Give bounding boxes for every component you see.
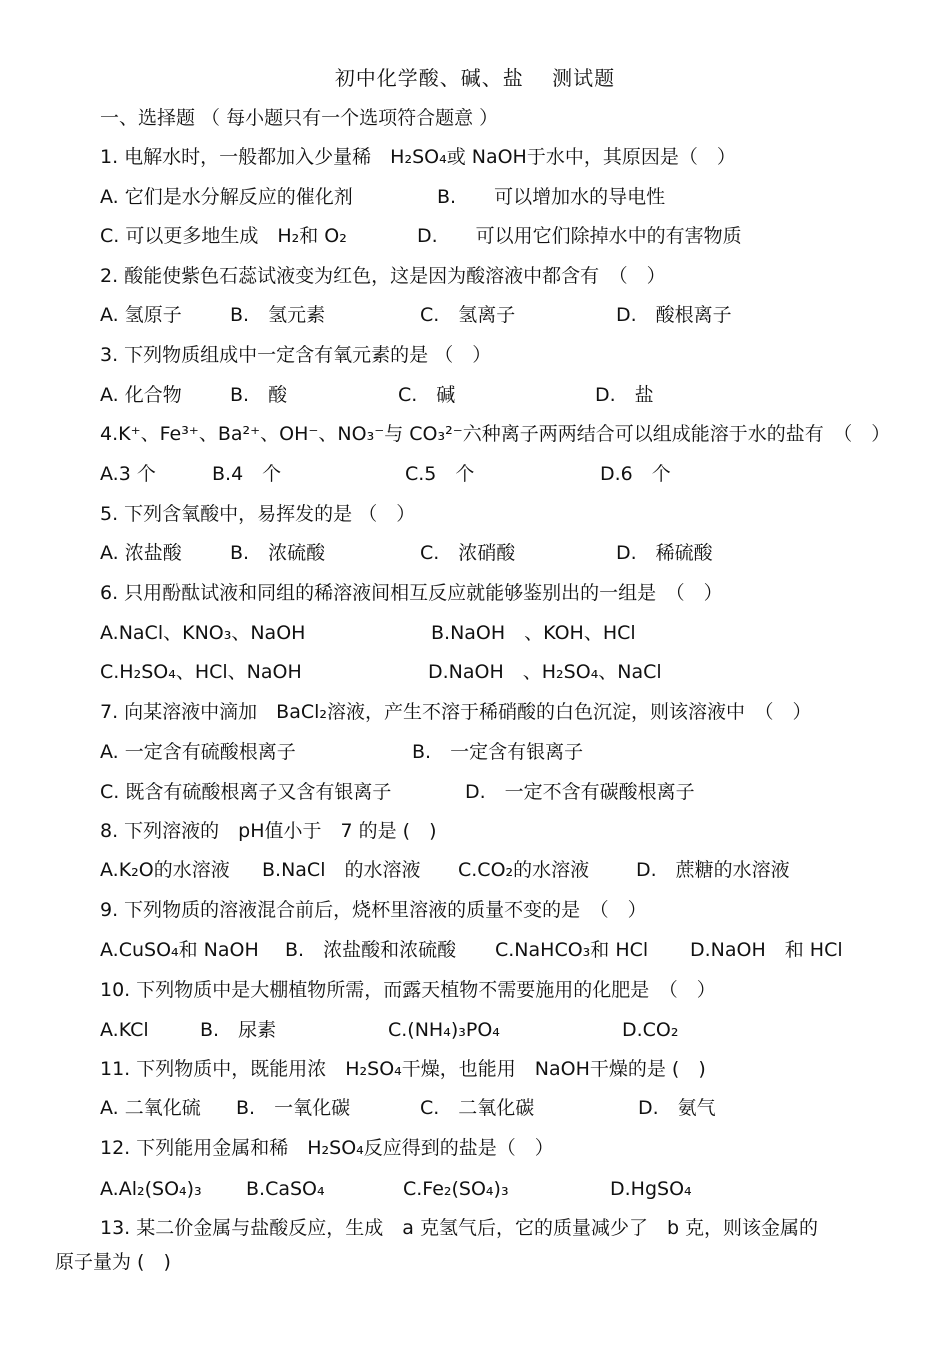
option-b: B. 尿素 — [200, 1019, 277, 1041]
question-10 — [0, 975, 950, 1005]
section-heading — [0, 103, 950, 133]
options-row — [0, 777, 950, 807]
question-stem: 6. 只用酚酞试液和同组的稀溶液间相互反应就能够鉴别出的一组是 （ ） — [100, 582, 723, 604]
option-a: A. 二氧化硫 — [100, 1097, 201, 1119]
option-a: A. 它们是水分解反应的催化剂 — [100, 186, 353, 208]
question-stem: 1. 电解水时，一般都加入少量稀 H₂SO₄或 NaOH于水中，其原因是（ ） — [100, 146, 736, 168]
option-b: B. 氢元素 — [230, 304, 326, 326]
option-d: D. 酸根离子 — [616, 304, 732, 326]
question-stem: 4.K⁺、Fe³⁺、Ba²⁺、OH⁻、NO₃⁻与 CO₃²⁻六种离子两两结合可以组成能溶于水的盐有 （ ） — [100, 423, 891, 445]
option-b: B.NaCl 的水溶液 — [262, 859, 421, 881]
question-13 — [0, 1213, 950, 1243]
option-d: D.NaOH 和 HCl — [690, 939, 843, 961]
option-c: C. 二氧化碳 — [420, 1097, 535, 1119]
question-stem: 12. 下列能用金属和稀 H₂SO₄反应得到的盐是（ ） — [100, 1137, 554, 1159]
option-d: D.6 个 — [600, 463, 671, 485]
options-row — [0, 935, 950, 965]
page-title: 初中化学酸、碱、盐 测试题 — [334, 66, 616, 90]
question-stem: 9. 下列物质的溶液混合前后，烧杯里溶液的质量不变的是 （ ） — [100, 899, 647, 921]
option-c: C. 浓硝酸 — [420, 542, 516, 564]
option-a: A.3 个 — [100, 463, 156, 485]
question-stem: 8. 下列溶液的 pH值小于 7 的是 ( ) — [100, 820, 437, 842]
question-stem: 2. 酸能使紫色石蕊试液变为红色，这是因为酸溶液中都含有 （ ） — [100, 265, 666, 287]
question-4 — [0, 419, 950, 449]
option-a: A.NaCl、KNO₃、NaOH — [100, 622, 306, 644]
question-stem: 7. 向某溶液中滴加 BaCl₂溶液，产生不溶于稀硝酸的白色沉淀，则该溶液中 （ ） — [100, 701, 812, 723]
option-b: B. 一定含有银离子 — [412, 741, 584, 763]
option-c: C.H₂SO₄、HCl、NaOH — [100, 661, 302, 683]
options-row — [0, 221, 950, 251]
question-stem: 11. 下列物质中，既能用浓 H₂SO₄干燥，也能用 NaOH干燥的是 ( ) — [100, 1058, 706, 1080]
options-row — [0, 1015, 950, 1045]
option-d: D. 盐 — [595, 384, 654, 406]
options-row — [0, 459, 950, 489]
option-c: C.Fe₂(SO₄)₃ — [403, 1178, 509, 1200]
option-a: A.KCl — [100, 1019, 149, 1041]
option-d: D. 蔗糖的水溶液 — [636, 859, 790, 881]
question-stem: 10. 下列物质中是大棚植物所需，而露天植物不需要施用的化肥是 （ ） — [100, 979, 716, 1001]
option-b: B. 可以增加水的导电性 — [437, 186, 666, 208]
question-8 — [0, 816, 950, 846]
option-b: B. 浓硫酸 — [230, 542, 326, 564]
options-row — [0, 737, 950, 767]
option-b: B. 一氧化碳 — [236, 1097, 351, 1119]
option-a: A.CuSO₄和 NaOH — [100, 939, 259, 961]
option-d: D. 稀硫酸 — [616, 542, 713, 564]
option-c: C. 可以更多地生成 H₂和 O₂ — [100, 225, 347, 247]
option-c: C.NaHCO₃和 HCl — [495, 939, 649, 961]
option-a: A.Al₂(SO₄)₃ — [100, 1178, 202, 1200]
option-b: B. 浓盐酸和浓硫酸 — [285, 939, 457, 961]
section-heading-text: 一、选择题 （ 每小题只有一个选项符合题意 ） — [100, 107, 499, 129]
question-stem-continuation: 原子量为 ( ) — [55, 1251, 171, 1273]
option-b: B.NaOH 、KOH、HCl — [431, 622, 636, 644]
question-2 — [0, 261, 950, 291]
option-a: A. 氢原子 — [100, 304, 182, 326]
question-1 — [0, 142, 950, 172]
question-stem: 13. 某二价金属与盐酸反应，生成 a 克氢气后，它的质量减少了 b 克，则该金属的 — [100, 1217, 819, 1239]
option-d: D. 一定不含有碳酸根离子 — [465, 781, 695, 803]
question-11 — [0, 1054, 950, 1084]
option-d: D.CO₂ — [622, 1019, 679, 1041]
question-6 — [0, 578, 950, 608]
options-row — [0, 1174, 950, 1204]
option-c: C.(NH₄)₃PO₄ — [388, 1019, 500, 1041]
option-a: A. 一定含有硫酸根离子 — [100, 741, 296, 763]
question-5 — [0, 499, 950, 529]
question-stem: 3. 下列物质组成中一定含有氧元素的是 （ ） — [100, 344, 492, 366]
options-row — [0, 538, 950, 568]
question-9 — [0, 895, 950, 925]
options-row — [0, 855, 950, 885]
option-b: B.4 个 — [212, 463, 282, 485]
options-row — [0, 182, 950, 212]
option-b: B.CaSO₄ — [246, 1178, 325, 1200]
question-stem: 5. 下列含氧酸中，易挥发的是 （ ） — [100, 503, 416, 525]
option-c: C. 既含有硫酸根离子又含有银离子 — [100, 781, 392, 803]
option-c: C. 碱 — [398, 384, 456, 406]
question-13-continuation — [0, 1247, 950, 1277]
option-d: D.HgSO₄ — [610, 1178, 692, 1200]
question-7 — [0, 697, 950, 727]
question-3 — [0, 340, 950, 370]
options-row — [0, 618, 950, 648]
option-c: C. 氢离子 — [420, 304, 516, 326]
option-d: D. 氨气 — [638, 1097, 716, 1119]
option-a: A. 化合物 — [100, 384, 182, 406]
options-row — [0, 380, 950, 410]
option-a: A.K₂O的水溶液 — [100, 859, 230, 881]
option-b: B. 酸 — [230, 384, 288, 406]
options-row — [0, 1093, 950, 1123]
option-c: C.CO₂的水溶液 — [458, 859, 590, 881]
options-row — [0, 300, 950, 330]
question-12 — [0, 1133, 950, 1163]
option-a: A. 浓盐酸 — [100, 542, 182, 564]
option-d: D. 可以用它们除掉水中的有害物质 — [417, 225, 742, 247]
options-row — [0, 657, 950, 687]
option-d: D.NaOH 、H₂SO₄、NaCl — [428, 661, 662, 683]
option-c: C.5 个 — [405, 463, 475, 485]
